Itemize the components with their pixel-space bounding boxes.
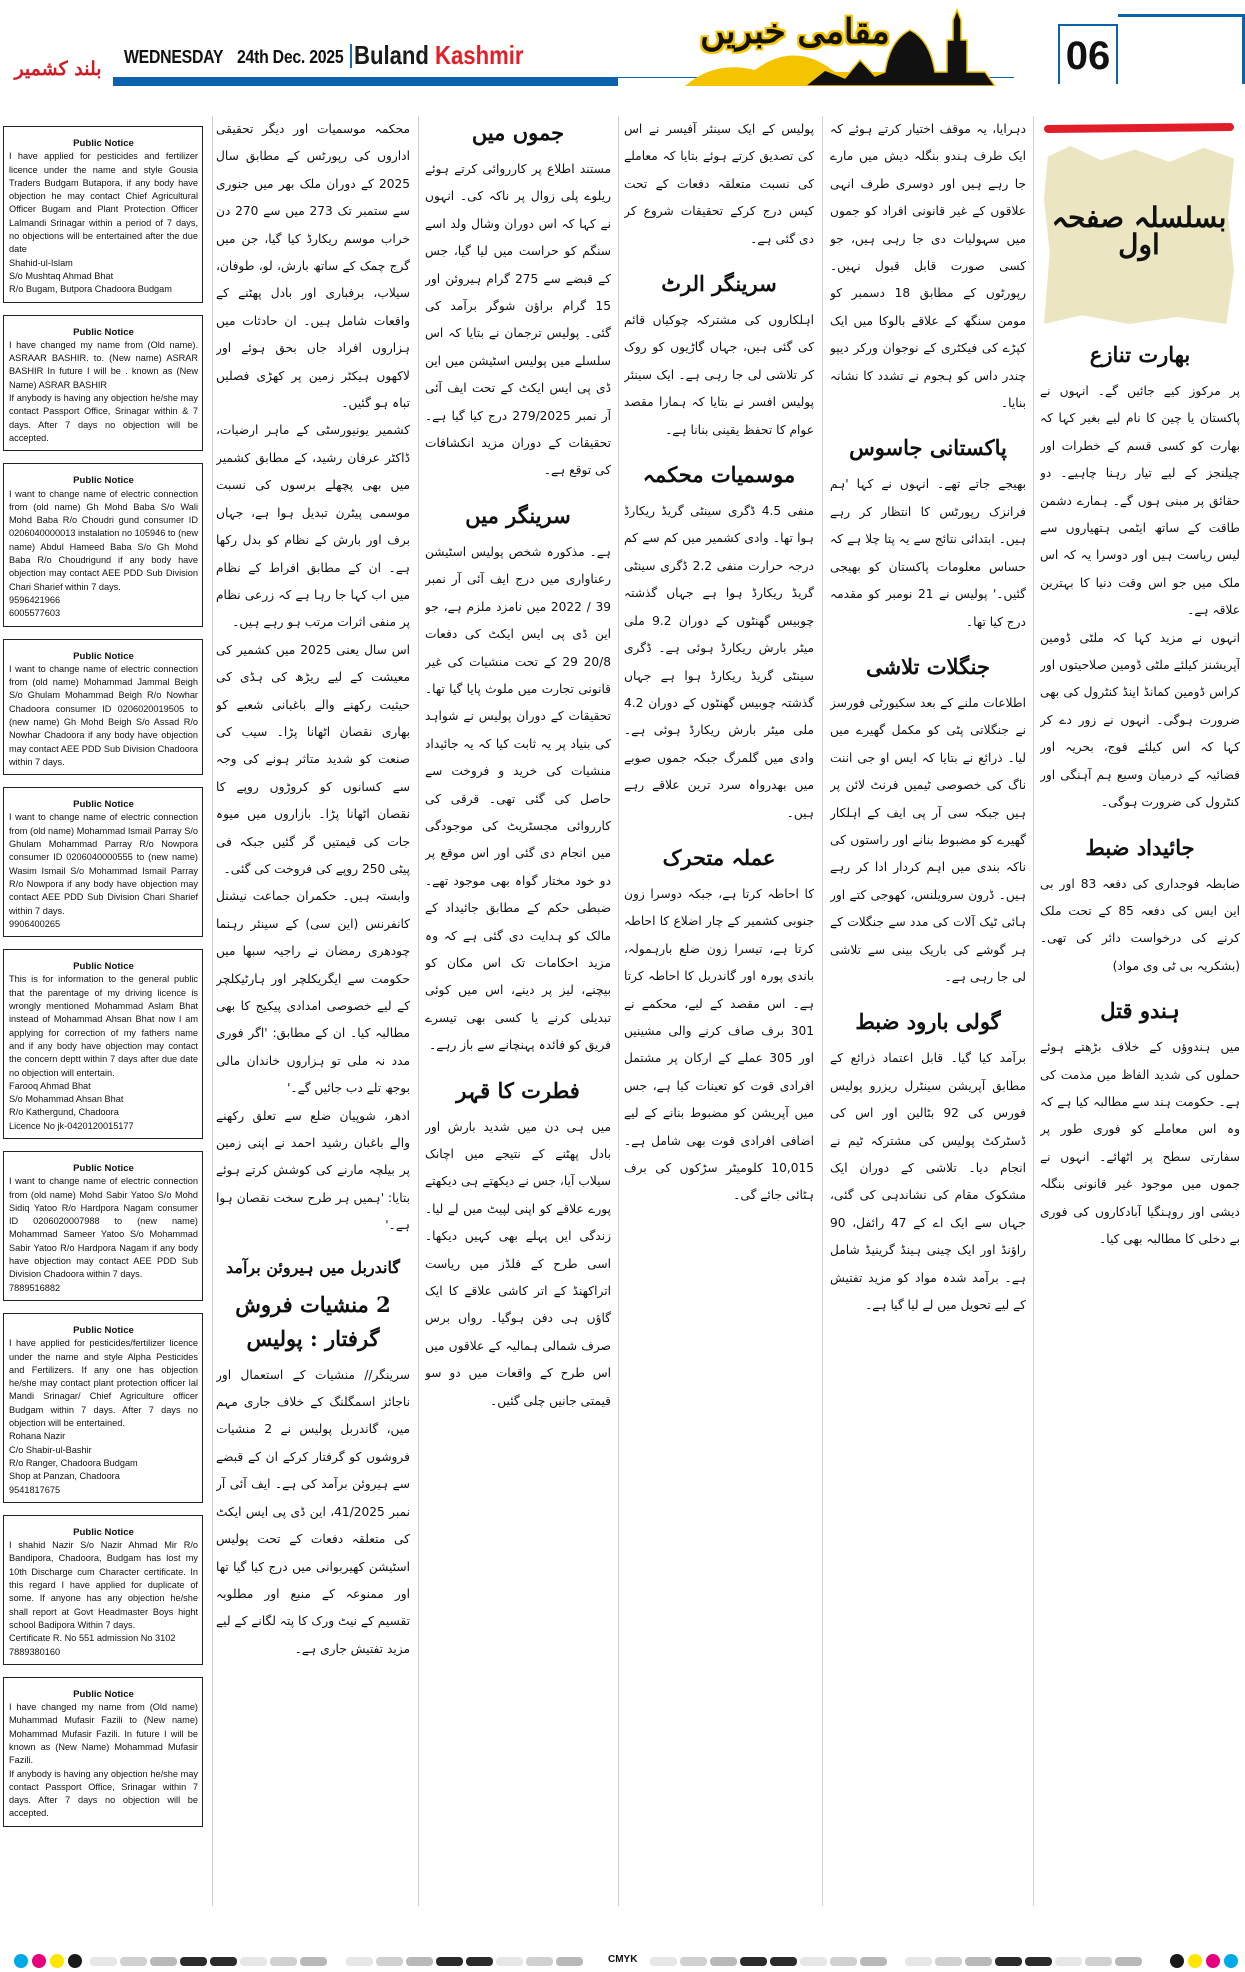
density-patch <box>650 1957 677 1966</box>
notice-text: I shahid Nazir S/o Nazir Ahmad Mir R/o Bandipora, Chadoora, Budgam has lost my 10th Discharge cum Character certificate. In this regard I have applied for duplicate of some. If anyone has any objection he/she shall report at Govt Headmaster Boys hight school Badipora Within 7 days. <box>9 1540 198 1630</box>
article-headline: بھارت تنازع <box>1089 342 1191 367</box>
article-paragraph: منفی 4.5 ڈگری سینٹی گریڈ ریکارڈ ہوا تھا۔ وادی کشمیر میں کم سے کم درجہ حرارت منفی 2.2 ڈگری سینٹی گریڈ ریکارڈ ہوا ہے جہاں گذشتہ چوبیس گھنٹوں کے دوران 9.2 ملی میٹر بارش ریکارڈ ہوئی ہے۔ ڈگری سینٹی گریڈ ریکارڈ ہوا ہے جہاں گذشتہ چوبیس گھنٹوں کے دوران 4.2 ملی میٹر بارش ریکارڈ ہوئی ہے۔ وادی میں گلمرگ جبکہ جموں صوبے میں بھدرواہ سرد ترین علاقے رہے ہیں۔ <box>624 504 814 820</box>
notice-text: If anybody is having any objection he/she may contact Passport Office, Srinagar within & 7 days. After 7 days no objection will be accepted. <box>9 393 198 443</box>
notice-title: Public Notice <box>73 961 134 973</box>
article-kicker: گاندربل میں ہیروئن برآمد <box>225 1257 400 1277</box>
notice-title: Public Notice <box>73 1163 134 1174</box>
article-paragraph: محکمہ موسمیات اور دیگر تحقیقی اداروں کی رپورٹس کے مطابق سال 2025 کے دوران ملک بھر میں جنوری سے ستمبر تک 273 میں سے 270 دن خراب موسم ریکارڈ کیا گیا، جن میں گرج چمک کے ساتھ بارش، لو، طوفان، سیلاب، برفباری اور بادل پھٹنے کے واقعات شامل ہیں۔ ان حادثات میں ہزاروں افراد جاں بحق ہوئے اور لاکھوں ہیکٹر زمین پر کھڑی فصلیں تباہ ہو گئیں۔ <box>216 122 410 411</box>
article-headline: سرینگر میں <box>465 502 571 528</box>
article-paragraph: بھیجے جاتے تھے۔ انہوں نے کہا 'ہم فرانزک رپورٹس کا انتظار کر رہے ہیں۔ ابتدائی نتائج سے یہ پتا چلا ہے کہ حساس معلومات پاکستان کو بھیجی گئیں۔' پولیس نے 21 نومبر کو مقدمہ درج کیا تھا۔ <box>830 477 1026 629</box>
article-headline: جنگلات تلاشی <box>865 653 990 679</box>
column-rule <box>418 116 419 1906</box>
public-notice <box>3 949 203 1139</box>
brand-part-2: Kashmir <box>434 40 524 70</box>
article-paragraph: پر مرکوز کیے جائیں گے۔ انہوں نے پاکستان یا چین کا نام لیے بغیر کہا کہ بھارت کو کسی قسم کے خطرات اور چیلنجز کے لیے تیار رہنا چاہیے۔ دو حقائق پر مبنی ہوں گے۔ ہمارے دشمن طاقت کے ساتھ ایٹمی ہتھیاروں سے لیس ریاست ہیں اور دوسرا یہ کہ اس ملک میں جو اس وقت دنیا کا بہترین علاقہ ہے۔ <box>1040 384 1240 618</box>
public-notice <box>3 1515 203 1665</box>
notice-text: Shahid-ul-Islam <box>9 257 73 268</box>
density-patch <box>905 1957 932 1966</box>
article-headline: عملہ متحرک <box>662 844 776 870</box>
print-color-bar <box>0 1950 1245 1972</box>
density-patch <box>995 1957 1022 1966</box>
notice-text: This is for information to the general public that the parentage of my driving licence is wrongly mentioned Mohammad Aslam Bhat instead of Mohammad Ahsan Bhat now I am applying for correction of my fathers name and if any body have objection may contact the concern deptt within 7 days after due date no objection will entertain. <box>9 974 198 1078</box>
density-patch <box>436 1957 463 1966</box>
public-notice <box>3 126 203 303</box>
notice-text: Shop at Panzan, Chadoora <box>9 1471 120 1482</box>
article-paragraph: میں ہی دن میں شدید بارش اور بادل پھٹنے کے نتیجے میں اچانک سیلاب آیا، جس نے دیکھتے ہی دیکھتے پورے علاقے کو اپنی لپیٹ میں لے لیا۔ زندگی ایں پہلے بھی کہیں دیکھا۔ اسی طرح کے فلڈز میں ریاست اتراکھنڈ کے اتر کاشی علاقے کا ایک گاؤں ہی دفن ہوگیا۔ رواں برس صرف شمالی ہمالیہ کے علاقوں میں اس طرح کے واقعات میں دو سو قیمتی جانیں چلی گئیں۔ <box>425 1119 611 1408</box>
page-tab-frame <box>1118 14 1245 84</box>
article-column-2 <box>425 116 611 1896</box>
issue-date: 24th Dec. 2025 <box>236 47 344 67</box>
density-patch <box>300 1957 327 1966</box>
density-patch <box>710 1957 737 1966</box>
notice-text: I have changed my name from (Old name) Muhammad Mufasir Fazili to (New name) Mohammad Mufasir Fazili. In future I will be known as (New Name) Mohammad Mufasir Fazili. <box>9 1702 198 1766</box>
banner-red-stroke <box>1044 123 1234 133</box>
density-patch <box>180 1957 207 1966</box>
brand-name <box>354 42 523 68</box>
dateline <box>124 38 553 68</box>
article-paragraph: اہلکاروں کی مشترکہ چوکیاں قائم کی گئی ہیں، جہاں گاڑیوں کو روک کر تلاشی لی جا رہی ہے۔ ایک سینئر پولیس افسر نے بتایا کہ ہمارا مقصد عوام کا تحفظ یقینی بنانا ہے۔ <box>624 313 814 437</box>
notice-title: Public Notice <box>73 326 134 338</box>
registration-dot <box>68 1954 82 1968</box>
article-headline: سرینگر الرٹ <box>661 271 777 297</box>
notice-text: I have applied for pesticides and fertilizer licence under the name and style Gousia Traders Budgam Butapora, if any body have objection he may contact Chief Agricultural Officer Bugam and Plant Protection Officer Lalmandi Srinagar within a period of 7 days, no objections will be entertained after the due date <box>9 151 198 255</box>
article-paragraph: اطلاعات ملنے کے بعد سکیورٹی فورسز نے جنگلاتی پٹی کو مکمل گھیرے میں لیا۔ ذرائع نے بتایا کہ ایس او جی اننت ناگ کی خصوصی ٹیمیں فرنٹ لائن پر ہیں جبکہ سی آر پی ایف کے اہلکار گھیرے کو مضبوط بنانے اور راستوں کی ناکہ بندی میں اہم کردار ادا کر رہے ہیں۔ ڈرون سرویلنس، کھوجی کتے اور ہائی ٹیک آلات کی مدد سے جنگلات کے ہر گوشے کی باریک بینی سے تلاشی لی جا رہی ہے۔ <box>830 695 1026 984</box>
notice-text: 6005577603 <box>9 608 61 619</box>
public-notices-column <box>3 126 203 1839</box>
density-patch <box>935 1957 962 1966</box>
notice-text: R/o Kathergund, Chadoora <box>9 1107 119 1118</box>
continued-from-front-page-banner <box>1044 124 1234 324</box>
article-paragraph: انہوں نے مزید کہا کہ ملٹی ڈومین آپریشنز کیلئے ملٹی ڈومین صلاحیتوں اور کراس ڈومین کمانڈ اینڈ کنٹرول کی بھی ضرورت ہوگی۔ انہوں نے زور دے کر کہا کہ اس کیلئے فوج، بحریہ اور فضائیہ کے درمیان وسیع ہم آہنگی اور کنٹرول کی ضرورت ہوگی۔ <box>1040 630 1240 810</box>
notice-text: 7889380160 <box>9 1646 61 1657</box>
notice-text: I want to change name of electric connection from (old name) Mohd Sabir Yatoo S/o Mohd Sidiq Yatoo R/o Hardpora Nagam consumer ID 0206020007988 to (new name) Mohammad Sameer Yatoo S/o Mohammad Sabir Yatoo R/o Hardpora Nagam if any body have objection may contact AEE PDD Sub Division Chadoora within 7 days. <box>9 1176 198 1280</box>
density-patch <box>740 1957 767 1966</box>
notice-text: Farooq Ahmad Bhat <box>9 1080 91 1091</box>
article-paragraph: دہرایا، یہ موقف اختیار کرتے ہوئے کہ ایک طرف ہندو بنگلہ دیش میں مارے جا رہے ہیں اور دوسری طرف انہی علاقوں کے غیر قانونی افراد کو جموں میں سہولیات دی جا رہی ہیں، جو کسی صورت قابل قبول نہیں۔ رپورٹوں کے مطابق 18 دسمبر کو مومن سنگھ کے علاقے بالوکا میں ایک کپڑے کی فیکٹری کے نوجوان ورکر دیپو چندر داس کو ہجوم نے تشدد کا نشانہ بنایا۔ <box>830 122 1026 411</box>
banner-title: بسلسلہ صفحہ اول <box>1051 201 1227 262</box>
density-patch <box>210 1957 237 1966</box>
article-column-4 <box>830 116 1026 1896</box>
article-paragraph: کشمیر یونیورسٹی کے ماہر ارضیات، ڈاکٹر عرفان رشید، کے مطابق کشمیر میں بھی پچھلے برسوں کی نسبت موسمی پیٹرن تبدیل ہوا ہے، جہاں برف اور بارش کے نظام کو بدل رکھا ہے۔ ان کے مطابق افراط کے نظام میں اب کہا جا رہا ہے کہ زرعی نظام پر منفی اثرات مرتب ہو رہے ہیں۔ <box>216 423 410 630</box>
density-patch <box>830 1957 857 1966</box>
density-patch <box>526 1957 553 1966</box>
column-rule <box>212 116 213 1906</box>
newspaper-logo: بلند کشمیر <box>14 58 102 80</box>
article-paragraph: برآمد کیا گیا۔ قابل اعتماد ذرائع کے مطابق آپریشن سینٹرل ریزرو پولیس فورس کی 92 بٹالین اور اس کی ڈسٹرکٹ پولیس کی مشترکہ ٹیم نے انجام دیا۔ تلاشی کے دوران ایک مشکوک مقام کی نشاندہی کی گئی، جہاں سے ایک اے کے 47 رائفل، 90 راؤنڈ اور ایک چینی ہینڈ گرینیڈ شامل ہے۔ برآمد شدہ مواد کو مزید تفتیش کے لیے تحویل میں لے لیا گیا ہے۔ <box>830 1051 1026 1313</box>
section-title: مقامی خبریں <box>700 12 890 52</box>
notice-title: Public Notice <box>73 1324 134 1336</box>
article-paragraph: اس سال یعنی 2025 میں کشمیر کی معیشت کے لیے ریڑھ کی ہڈی کی حیثیت رکھنے والے باغبانی شعبے کو بھاری نقصان اٹھانا پڑا۔ سیب کی صنعت کو شدید متاثر ہونے کی وجہ سے کسانوں کو کروڑوں روپے کا نقصان اٹھانا پڑا۔ بازاروں میں میوہ جات کی قیمتیں گر گئیں جبکہ فی پیٹی 250 روپے کی فروخت کی گئی۔ <box>216 642 410 876</box>
notice-title: Public Notice <box>73 1526 134 1538</box>
article-paragraph: سرینگر// منشیات کے استعمال اور ناجائز اسمگلنگ کے خلاف جاری مہم میں، گاندربل پولیس نے 2 منشیات فروشوں کو گرفتار کرکے ان کے قبضے سے ہیروئن برآمد کی ہے۔ ایف آئی آر نمبر 41/2025، این ڈی پی ایس ایکٹ کی متعلقہ دفعات کے تحت پولیس اسٹیشن کھیربوانی میں درج کیا گیا تھا اور ممنوعہ کے منبع اور مطلوبہ تقسیم کے نیٹ ورک کا پتہ لگانے کے لیے مزید تفتیش جاری ہے۔ <box>216 1367 410 1656</box>
article-paragraph: ہے۔ مذکورہ شخص پولیس اسٹیشن رعناواری میں درج ایف آئی آر نمبر 39 / 2022 میں نامزد ملزم ہے، جو این ڈی پی ایس ایکٹ کی دفعات 20/8 29 کے تحت منشیات کی غیر قانونی تجارت میں ملوث پایا گیا تھا۔ تحقیقات کے دوران پولیس نے شواہد کی بنیاد پر یہ ثابت کیا کہ یہ جائیداد منشیات کی خرید و فروخت سے حاصل کی گئی تھی۔ قرقی کی کارروائی مجسٹریٹ کی موجودگی میں انجام دی گئی اور اس موقع پر دو خود مختار گواہ بھی موجود تھے۔ ضبطی حکم کے مطابق جائیداد کے مالک کو ہدایت دی گئی ہے کہ وہ مزید احکامات تک اس مکان کو بیچنے، لیز پر دینے، اس میں کوئی تبدیلی کرنے یا کسی بھی تیسرے فریق کو فائدہ پہنچانے سے باز رہے۔ <box>425 544 611 1053</box>
density-patch <box>1115 1957 1142 1966</box>
notice-text: R/o Ranger, Chadoora Budgam <box>9 1457 138 1468</box>
notice-title: Public Notice <box>73 138 134 149</box>
public-notice <box>3 1151 203 1301</box>
article-headline: فطرت کا قہر <box>456 1077 580 1103</box>
notice-text: I have changed my name from (Old name). ASRAAR BASHIR. to. (New name) ASRAR BASHIR In future I will be . known as (New Name) ASRAR BASHIR <box>9 339 198 390</box>
registration-dot <box>1170 1954 1184 1968</box>
notice-text: 9906400265 <box>9 918 61 929</box>
density-patch <box>270 1957 297 1966</box>
article-paragraph: کا احاطہ کرتا ہے، جبکہ دوسرا زون جنوبی کشمیر کے چار اضلاع کا احاطہ کرتا ہے، تیسرا زون ضلع بارہمولہ، باندی پورہ اور گاندربل کا احاطہ کرتا ہے۔ اس مقصد کے لیے، محکمے نے 301 برف صاف کرنے والی مشینیں اور 305 عملے کے ارکان پر مشتمل افرادی قوت کو تعینات کیا ہے، جس میں آپریشن کو مضبوط بنانے کے لیے اضافی افرادی قوت بھی شامل ہے۔ 10,015 کلومیٹر سڑکوں کی برف ہٹائی جائے گی۔ <box>624 886 814 1203</box>
notice-text: Licence No jk-0420120015177 <box>9 1120 134 1131</box>
density-patch <box>406 1957 433 1966</box>
notice-text: I want to change name of electric connection from (old name) Mohammad Ismail Parray S/o Ghulam Mohammad Parray R/o Nowpora consumer ID 0206040000555 to (new name) Wasim Ismail S/o Mohammad Ismail Parray R/o Nowpora if any body have objection may contact AEE PDD Sub Division Chari Sharief within 7 days. <box>9 812 198 916</box>
notice-text: R/o Bugam, Butpora Chadoora Budgam <box>9 284 172 295</box>
article-column-5 <box>1040 104 1240 1884</box>
article-paragraph: ادھر، شوپیان ضلع سے تعلق رکھنے والے باغبان رشید احمد نے اپنی زمین پر بیلچہ مارنے کی کوشش کرتے ہوئے بتایا: 'ہمیں ہر طرح سخت نقصان ہوا ہے۔' <box>216 1108 410 1233</box>
column-rule <box>822 116 823 1906</box>
registration-dot <box>1224 1954 1238 1968</box>
registration-dot <box>32 1954 46 1968</box>
public-notice <box>3 315 203 452</box>
article-column-3 <box>624 116 814 1896</box>
notice-title: Public Notice <box>73 650 134 662</box>
density-patch <box>1055 1957 1082 1966</box>
article-paragraph: وابستہ ہیں۔ حکمران جماعت نیشنل کانفرنس (این سی) کے سینئر رہنما چودھری رمضان نے راجیہ سبھا میں حکومت سے ایگریکلچر اور ہارٹیکلچر کے لیے خصوصی امدادی پیکیج کا بھی مطالبہ کیا۔ ان کے مطابق: 'اگر فوری مدد نہ ملی تو ہزاروں خاندان مالی بوجھ تلے دب جائیں گے۔' <box>216 889 410 1096</box>
notice-text: S/o Mohammad Ahsan Bhat <box>9 1094 124 1105</box>
cmyk-label: CMYK <box>608 1954 638 1965</box>
article-headline: جائیداد ضبط <box>1085 834 1195 860</box>
registration-dot <box>1206 1954 1220 1968</box>
notice-text: 9541817675 <box>9 1484 61 1495</box>
density-patch <box>120 1957 147 1966</box>
brand-part-1: Buland <box>353 40 429 70</box>
notice-text: I want to change name of electric connection from (old name) Mohammad Jammal Beigh S/o Ghulam Mohammad Beigh R/o Nowhar Chadoora consumer ID 0206020019505 to (new name) Gh Mohd Beigh S/o Assad R/o Nowhar Chadoora if any body have objection may contact AEE PDD Sub Division Chadoora within 7 days. <box>9 663 198 767</box>
article-headline: 2 منشیات فروش گرفتار : پولیس <box>235 1291 391 1351</box>
article-column-1 <box>216 116 410 1896</box>
weekday: WEDNESDAY <box>124 47 224 67</box>
article-headline: موسمیات محکمہ <box>642 462 796 488</box>
density-patch <box>860 1957 887 1966</box>
header-blue-rule <box>113 77 618 86</box>
public-notice <box>3 463 203 626</box>
notice-text: S/o Mushtaq Ahmad Bhat <box>9 270 114 281</box>
public-notice <box>3 1313 203 1503</box>
column-rule <box>618 116 619 1906</box>
dateline-divider <box>350 44 352 68</box>
article-paragraph: مستند اطلاع پر کارروائی کرتے ہوئے ریلوے پلی زوال پر ناکہ کی۔ انہوں نے کہا کہ اس دوران وشال ولد اسے سنگم کو حراست میں لیا گیا، جس کے قبضے سے 275 گرام ہیروئن اور 15 گرام براؤن شوگر برآمد کی گئی۔ پولیس ترجمان نے بتایا کہ اس سلسلے میں پولیس اسٹیشن میں این ڈی پی ایس ایکٹ کے تحت ایف آئی آر نمبر 279/2025 درج کیا گیا ہے۔ تحقیقات کے دوران مزید انکشافات کی توقع ہے۔ <box>425 162 611 478</box>
public-notice <box>3 787 203 937</box>
notice-text: I want to change name of electric connection from (old name) Gh Mohd Baba S/o Wali Mohd Baba R/o Choudri gund consumer ID 0206040000013 instalation no 105946 to (new name) Abdul Hameed Baba S/o Gh Mohd Baba R/o Choudrigund if any body have objection may contact AEE PDD Sub Division Chari Sharief within 7 days. <box>9 488 199 592</box>
notice-text: C/o Shabir-ul-Bashir <box>9 1444 92 1455</box>
density-patch <box>1025 1957 1052 1966</box>
density-patch <box>770 1957 797 1966</box>
density-patch <box>466 1957 493 1966</box>
notice-text: Certificate R. No 551 admission No 3102 <box>9 1633 176 1644</box>
notice-text: If anybody is having any objection he/she may contact Passport Office, Srinagar within 7 days. After 7 days no objection will be accepted. <box>9 1768 198 1819</box>
registration-dot <box>14 1954 28 1968</box>
page-number: 06 <box>1058 24 1118 84</box>
density-patch <box>90 1957 117 1966</box>
density-patch <box>965 1957 992 1966</box>
notice-text: 7889516882 <box>9 1282 61 1293</box>
column-rule <box>1033 116 1034 1906</box>
masthead <box>0 0 1245 86</box>
density-patch <box>240 1957 267 1966</box>
density-patch <box>496 1957 523 1966</box>
article-headline: گولی بارود ضبط <box>855 1009 1001 1035</box>
density-patch <box>680 1957 707 1966</box>
article-headline: جموں میں <box>471 120 565 145</box>
public-notice <box>3 1677 203 1827</box>
article-headline: پاکستانی جاسوس <box>849 435 1007 461</box>
notice-title: Public Notice <box>73 475 134 487</box>
public-notice <box>3 639 203 776</box>
notice-text: 9596421966 <box>9 594 61 605</box>
density-patch <box>150 1957 177 1966</box>
notice-text: I have applied for pesticides/fertilizer licence under the name and style Alpha Pesticides and Fertilizers. If any one has objection he/she may contact plant protection officer lal Mandi Srinagar/ Chief Agriculture officer Budgam within 7 days. After 7 days no objection will be entertained. <box>9 1338 198 1429</box>
article-paragraph: پولیس کے ایک سینئر آفیسر نے اس کی تصدیق کرتے ہوئے بتایا کہ معاملے کی نسبت متعلقہ دفعات کے تحت کیس درج کرکے تحقیقات شروع کر دی گئی ہے۔ <box>624 122 814 246</box>
notice-title: Public Notice <box>73 799 134 811</box>
density-patch <box>1085 1957 1112 1966</box>
registration-dot <box>50 1954 64 1968</box>
article-paragraph: ضابطہ فوجداری کی دفعہ 83 اور بی این ایس کی دفعہ 85 کے تحت ملک کرنے کی درخواست دائر کی تھی۔ (بشکریہ بی ٹی وی مواد) <box>1040 876 1240 973</box>
density-patch <box>800 1957 827 1966</box>
density-patch <box>346 1957 373 1966</box>
density-patch <box>556 1957 583 1966</box>
article-headline: ہندو قتل <box>1100 998 1180 1024</box>
density-patch <box>376 1957 403 1966</box>
article-paragraph: میں ہندوؤں کے خلاف بڑھتے ہوئے حملوں کی شدید الفاظ میں مذمت کی ہے۔ حکومت ہند سے مطالبہ کیا ہے کہ وہ اس معاملے کو فوری طور پر سفارتی سطح پر اٹھائے۔ انہوں نے جموں میں موجود غیر قانونی بنگلہ دیشی اور روہنگیا آبادکاروں کی فوری بے دخلی کا مطالبہ بھی کیا۔ <box>1040 1040 1240 1246</box>
notice-title: Public Notice <box>73 1688 134 1700</box>
registration-dot <box>1188 1954 1202 1968</box>
notice-text: Rohana Nazir <box>9 1431 66 1442</box>
